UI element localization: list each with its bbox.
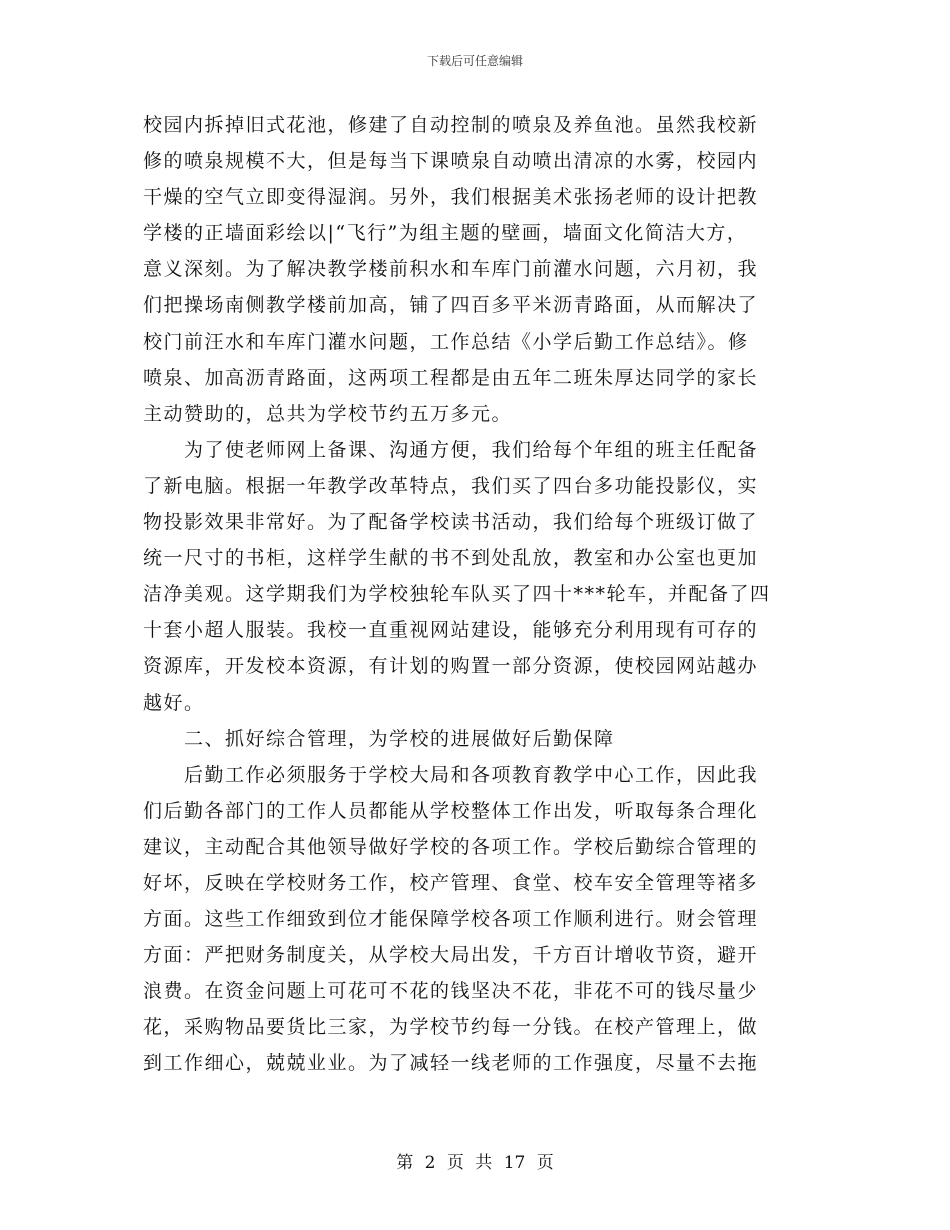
body-line: 学楼的正墙面彩绘以|“飞行”为组主题的壁画，墙面文化简洁大方，: [143, 222, 748, 245]
body-line: 花，采购物品要货比三家，为学校节约每一分钱。在校产管理上，做: [143, 1016, 759, 1039]
document-body: [143, 107, 803, 1082]
body-line: 们后勤各部门的工作人员都能从学校整体工作出发，听取每条合理化: [143, 799, 759, 822]
body-line: 校门前汪水和车库门灌水问题，工作总结《小学后勤工作总结》。修: [143, 330, 749, 353]
body-line: 资源库，开发校本资源，有计划的购置一部分资源，使校园网站越办: [143, 655, 759, 678]
body-line: 校园内拆掉旧式花池，修建了自动控制的喷泉及养鱼池。虽然我校新: [143, 114, 759, 136]
page-number-footer: 第 2 页 共 17 页: [396, 1153, 554, 1173]
body-line: 浪费。在资金问题上可花可不花的钱坚决不花，非花不可的钱尽量少: [143, 980, 759, 1003]
body-line: 后勤工作必须服务于学校大局和各项教育教学中心工作，因此我: [143, 763, 759, 786]
body-line: 建议，主动配合其他领导做好学校的各项工作。学校后勤综合管理的: [143, 835, 759, 858]
body-line: 了新电脑。根据一年教学改革特点，我们买了四台多功能投影仪，实: [143, 474, 759, 497]
section-heading: 二、抓好综合管理，为学校的进展做好后勤保障: [143, 727, 615, 750]
body-line: 方面。这些工作细致到位才能保障学校各项工作顺利进行。财会管理: [143, 908, 759, 931]
body-line: 好坏，反映在学校财务工作，校产管理、食堂、校车安全管理等褚多: [143, 871, 759, 894]
body-line: 越好。: [143, 691, 205, 714]
body-line: 喷泉、加高沥青路面，这两项工程都是由五年二班朱厚达同学的家长: [143, 366, 759, 389]
body-line: 为了使老师网上备课、沟通方便，我们给每个年组的班主任配备: [143, 438, 759, 461]
body-line: 十套小超人服装。我校一直重视网站建设，能够充分利用现有可存的: [143, 619, 759, 642]
body-line: 洁净美观。这学期我们为学校独轮车队买了四十***轮车，并配备了四: [143, 583, 771, 606]
body-line: 们把操场南侧教学楼前加高，铺了四百多平米沥青路面，从而解决了: [143, 294, 759, 317]
page-header: 下载后可任意编辑: [426, 54, 523, 68]
body-line: 主动赞助的，总共为学校节约五万多元。: [143, 402, 513, 425]
body-line: 意义深刻。为了解决教学楼前积水和车库门前灌水问题，六月初，我: [143, 258, 759, 281]
body-line: 修的喷泉规模不大，但是每当下课喷泉自动喷出清凉的水雾，校园内: [143, 150, 759, 173]
body-line: 物投影效果非常好。为了配备学校读书活动，我们给每个班级订做了: [143, 511, 759, 534]
body-line: 方面：严把财务制度关，从学校大局出发，千方百计增收节资，避开: [143, 944, 759, 967]
body-line: 到工作细心，兢兢业业。为了减轻一线老师的工作强度，尽量不去拖: [143, 1052, 759, 1075]
body-line: 干燥的空气立即变得湿润。另外，我们根据美术张扬老师的设计把教: [143, 186, 759, 209]
body-line: 统一尺寸的书柜，这样学生献的书不到处乱放，教室和办公室也更加: [143, 547, 759, 570]
